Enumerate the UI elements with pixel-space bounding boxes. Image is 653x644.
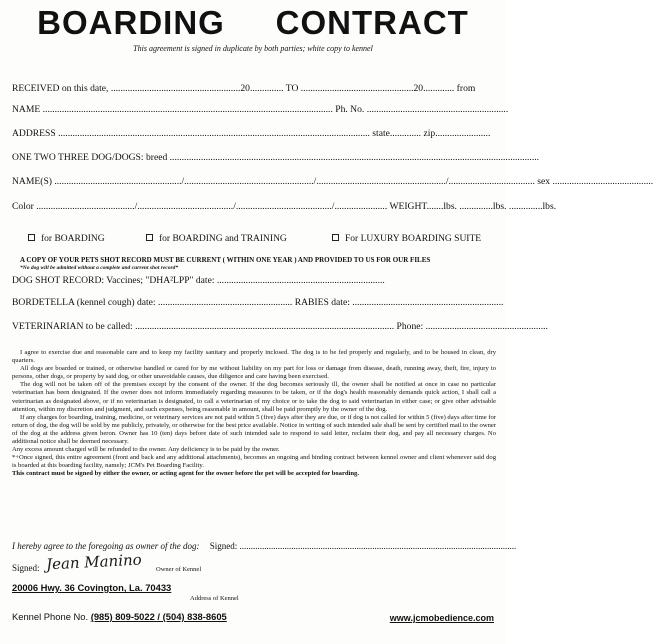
- option-luxury-suite[interactable]: [332, 234, 481, 244]
- boarding-training-checkbox[interactable]: [146, 234, 153, 241]
- received-field[interactable]: RECEIVED on this date, ......................................................20.............. TO ...............................................20............. from: [12, 83, 476, 94]
- owner-signature-field[interactable]: Signed: ...........................................................................................................................: [209, 541, 517, 551]
- veterinarian-field[interactable]: VETERINARIAN to be called: ............................................................................................................ Phone: ...................................................: [12, 321, 548, 332]
- address-field[interactable]: ADDRESS .................................................................................................................................. state............. zip.......................: [12, 128, 491, 139]
- kennel-signed-label: Signed:: [12, 563, 40, 573]
- boarding-checkbox[interactable]: [28, 234, 35, 241]
- option-boarding-training[interactable]: [146, 234, 287, 244]
- kennel-address: 20006 Hwy. 36 Covington, La. 70433: [12, 582, 172, 593]
- notice-main: A COPY OF YOUR PETS SHOT RECORD MUST BE CURRENT ( WITHIN ONE YEAR ) AND PROVIDED TO US FOR OUR FILES: [20, 256, 431, 264]
- option-boarding[interactable]: [28, 234, 105, 244]
- terms-paragraph: I agree to exercise due and reasonable care and to keep my facility sanitary and properly inclosed. The dog is to be fed properly and regularly, and to be housed in clean, dry quarters.: [12, 349, 496, 365]
- dogs-breed-field[interactable]: ONE TWO THREE DOG/DOGS: breed ..........................................................................................................................................................: [12, 152, 540, 163]
- page-subtitle: This agreement is signed in duplicate by both parties; white copy to kennel: [133, 44, 373, 53]
- terms-paragraph: *+Once signed, this entire agreement (front and back and any additional attachments), becomes an ongoing and binding contract between kennel owner and client whenever said dog is boarded at this boarding facility, namely; JCM's Pet Boarding Facility.: [12, 454, 496, 470]
- terms-paragraph: The dog will not be taken off of the premises except by the consent of the owner. If the dog becomes seriously ill, the owner shall be notified at once in case no particular veterinarian has been designated. If the owner does not inform immediately regarding measures to be taken, or if the dog's health reasonably demands quick action, I shall call a veterinarian as designated above, or if no veterinarian is designated, to call a veterinarian of my choice or to take the dog to said veterinarian in either case; or give other advisable attention, within my discretion and judgment, and such expenses, being reasonable in amount, shall be paid promptly by the owner of the dog.: [12, 381, 496, 413]
- kennel-phone: [12, 611, 227, 622]
- phone-label: Kennel Phone No.: [12, 611, 89, 622]
- dog-shot-record-field[interactable]: DOG SHOT RECORD: Vaccines; "DHA²LPP" date: ......................................................................: [12, 275, 385, 286]
- dog-names-field[interactable]: NAME(S) ...................................................../....................................................../....................................................../.................................... sex ..........................................: [12, 176, 653, 187]
- agreement-text: I hereby agree to the foregoing as owner of the dog:: [12, 541, 200, 551]
- color-weight-field[interactable]: Color ........................................./......................................../......................................../...................... WEIGHT.......lbs. ..............lbs. ..............lbs.: [12, 201, 557, 212]
- owner-agreement: [12, 541, 516, 551]
- kennel-signature: Jean Manino: [45, 550, 143, 574]
- luxury-suite-checkbox[interactable]: [332, 234, 339, 241]
- terms-paragraph: If any charges for boarding, training, medicine, or veterinary services are not paid within 5 (five) days after they are due, or if dog is not called for within 5 (five) days after time for return of dog, the dog will be sold by me publicly, privately, or otherwise for the best price available. Notice in writing of such intended sale shall be sent by certified mail to the owner of the dog at the address given heron. Owner has 10 (ten) days before date of such intended sale to respond to said letter, reclaim their dog, and pay all necessary charges. No additional notice shall be deemed necessary.: [12, 413, 497, 446]
- bordetella-rabies-field[interactable]: BORDETELLA (kennel cough) date: ........................................................ RABIES date: ...............................................................: [12, 297, 504, 308]
- terms-paragraph: Any excess amount charged will be refunded to the owner. Any deficiency is to be paid by the owner.: [12, 446, 280, 454]
- option-training-label: for BOARDING and TRAINING: [159, 234, 287, 244]
- signature-caption: Owner of Kennel: [156, 566, 202, 573]
- notice-sub: *No dog will be admitted without a complete and current shot record*: [20, 265, 179, 271]
- address-caption: Address of Kennel: [190, 595, 239, 602]
- option-boarding-label: for BOARDING: [41, 234, 105, 244]
- option-luxury-label: For LUXURY BOARDING SUITE: [345, 234, 482, 244]
- shot-record-notice: [20, 256, 490, 272]
- page-title: BOARDING CONTRACT: [37, 4, 469, 41]
- website-link[interactable]: www.jcmobedience.com: [389, 613, 494, 623]
- name-phone-field[interactable]: NAME ......................................................................................................................... Ph. No. ...........................................................: [12, 104, 509, 115]
- terms-paragraph: All dogs are boarded or trained, or otherwise handled or cared for by me without liability on my part for loss or damage from disease, death, running away, theft, fire, injury to persons, other dogs, or property by said dog, or other unavoidable causes, due diligence and care having been exercised.: [12, 365, 496, 381]
- terms-final-statement: This contract must be signed by either the owner, or acting agent for the owner before the pet will be accepted for boarding.: [12, 470, 359, 478]
- terms-section: [12, 349, 496, 479]
- phone-numbers: (985) 809-5022 / (504) 838-8605: [90, 611, 227, 622]
